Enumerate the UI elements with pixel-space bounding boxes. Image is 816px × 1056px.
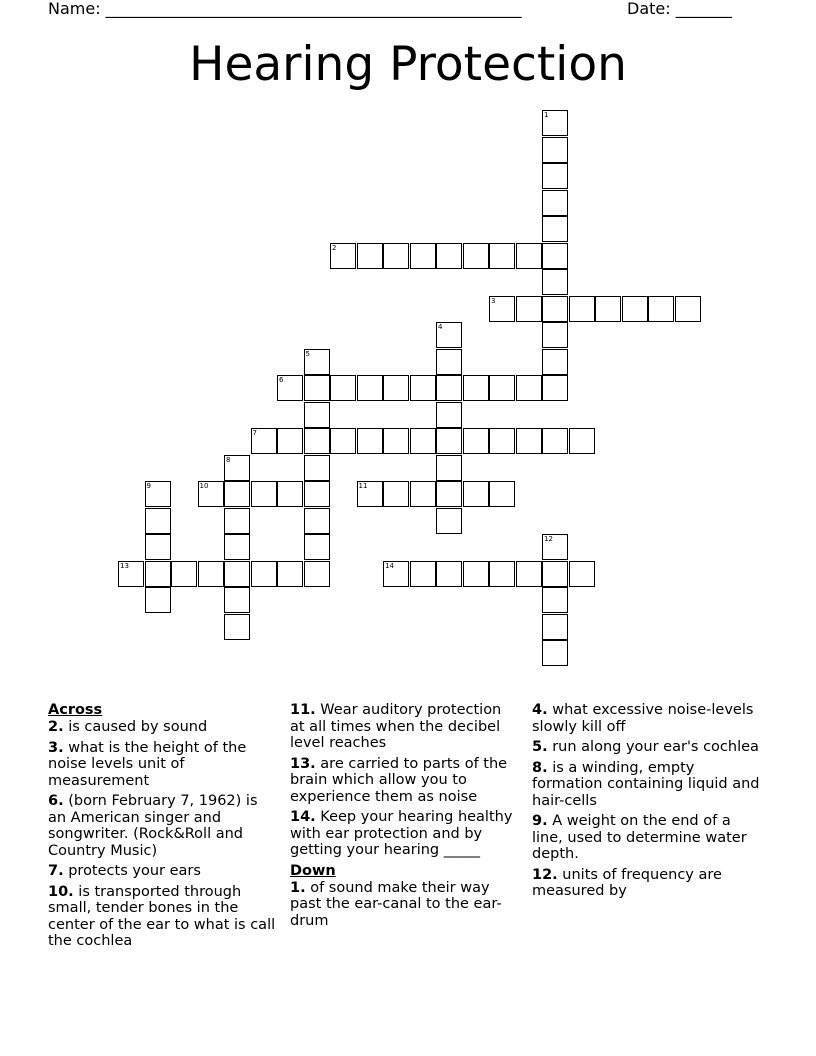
grid-cell[interactable] xyxy=(198,561,224,587)
clue xyxy=(532,702,760,735)
across-heading: Across xyxy=(48,702,103,718)
grid-cell[interactable] xyxy=(224,561,250,587)
grid-cell[interactable] xyxy=(489,375,515,401)
clue xyxy=(48,719,276,736)
grid-cell[interactable] xyxy=(675,296,701,322)
name-line: Name: ____________________________________________________ xyxy=(48,0,522,18)
grid-cell[interactable] xyxy=(251,481,277,507)
grid-cell[interactable] xyxy=(516,428,542,454)
grid-cell[interactable] xyxy=(542,375,568,401)
grid-cell[interactable] xyxy=(410,375,436,401)
cell-number: 13 xyxy=(120,561,129,570)
grid-cell[interactable] xyxy=(410,561,436,587)
cell-number: 11 xyxy=(358,482,368,490)
grid-cell[interactable] xyxy=(463,375,489,401)
grid-cell[interactable] xyxy=(436,349,462,375)
clue xyxy=(290,880,518,930)
grid-cell[interactable] xyxy=(171,561,197,587)
cell-number: 12 xyxy=(544,535,553,543)
grid-cell[interactable] xyxy=(542,322,568,348)
grid-cell[interactable] xyxy=(357,375,383,401)
grid-cell[interactable] xyxy=(436,402,462,428)
clue-column-1 xyxy=(48,702,276,954)
grid-cell[interactable] xyxy=(542,216,568,242)
grid-cell[interactable] xyxy=(542,190,568,216)
cell-number: 2 xyxy=(332,243,337,252)
grid-cell[interactable] xyxy=(436,243,462,269)
grid-cell[interactable] xyxy=(383,428,409,454)
clue-number: 3. xyxy=(48,739,64,756)
grid-cell[interactable] xyxy=(489,481,515,507)
grid-cell[interactable] xyxy=(224,481,250,507)
clue-text: run along your ear's cochlea xyxy=(552,739,759,755)
grid-cell[interactable] xyxy=(542,614,568,640)
clue-text: what excessive noise-levels slowly kill off xyxy=(532,702,754,735)
clue xyxy=(290,809,518,859)
clue xyxy=(48,740,276,790)
clue-text: protects your ears xyxy=(68,863,201,879)
grid-cell[interactable] xyxy=(542,243,568,269)
cell-number: 4 xyxy=(438,323,443,331)
grid-cell[interactable] xyxy=(330,428,356,454)
grid-cell[interactable] xyxy=(145,587,171,613)
grid-cell[interactable] xyxy=(304,455,330,481)
grid-cell[interactable] xyxy=(542,269,568,295)
grid-cell[interactable] xyxy=(489,561,515,587)
grid-cell[interactable] xyxy=(357,428,383,454)
clue xyxy=(48,863,276,880)
clue-number: 8. xyxy=(532,759,548,776)
grid-cell[interactable] xyxy=(595,296,621,322)
grid-cell[interactable] xyxy=(463,243,489,269)
clue-number: 9. xyxy=(532,813,548,829)
grid-cell[interactable] xyxy=(145,508,171,534)
grid-cell[interactable] xyxy=(251,561,277,587)
grid-cell[interactable] xyxy=(304,561,330,587)
grid-cell[interactable] xyxy=(542,428,568,454)
clue-number: 5. xyxy=(532,739,548,755)
grid-cell[interactable] xyxy=(277,375,303,401)
clue xyxy=(532,739,760,756)
grid-cell[interactable] xyxy=(410,481,436,507)
clue-number: 4. xyxy=(532,702,548,718)
clue-number: 7. xyxy=(48,863,64,879)
clue-text: Wear auditory protection at all times when the decibel level reaches xyxy=(290,702,502,751)
grid-cell[interactable] xyxy=(145,534,171,560)
grid-cell[interactable] xyxy=(516,243,542,269)
clue-text: (born February 7, 1962) is an American singer and songwriter. (Rock&Roll and Country Music) xyxy=(48,793,258,859)
grid-cell[interactable] xyxy=(542,137,568,163)
grid-cell[interactable] xyxy=(648,296,674,322)
grid-cell[interactable] xyxy=(436,322,462,348)
grid-cell[interactable] xyxy=(436,375,462,401)
grid-cell[interactable] xyxy=(224,534,250,560)
clue-text: of sound make their way past the ear-canal to the ear-drum xyxy=(290,879,502,929)
grid-cell[interactable] xyxy=(410,243,436,269)
cell-number: 9 xyxy=(146,482,151,490)
clue-text: what is the height of the noise levels unit of measurement xyxy=(48,739,247,789)
grid-cell[interactable] xyxy=(489,243,515,269)
clue-column-3 xyxy=(532,702,760,904)
grid-cell[interactable] xyxy=(330,243,356,269)
grid-cell[interactable] xyxy=(542,561,568,587)
clue-number: 6. xyxy=(48,793,64,809)
grid-cell[interactable] xyxy=(118,561,144,587)
clue-number: 1. xyxy=(290,879,306,896)
grid-cell[interactable] xyxy=(198,481,224,507)
grid-cell[interactable] xyxy=(304,349,330,375)
clue-text: are carried to parts of the brain which allow you to experience them as noise xyxy=(290,755,508,805)
grid-cell[interactable] xyxy=(304,481,330,507)
grid-cell[interactable] xyxy=(463,481,489,507)
grid-cell[interactable] xyxy=(542,110,568,136)
grid-cell[interactable] xyxy=(145,561,171,587)
page-title: Hearing Protection xyxy=(189,37,627,92)
grid-cell[interactable] xyxy=(383,243,409,269)
clue-number: 12. xyxy=(532,866,558,883)
grid-cell[interactable] xyxy=(542,534,568,560)
grid-cell[interactable] xyxy=(410,428,436,454)
grid-cell[interactable] xyxy=(489,428,515,454)
clue xyxy=(532,813,760,863)
clue-text: units of frequency are measured by xyxy=(532,866,722,899)
grid-cell[interactable] xyxy=(489,296,515,322)
cell-number: 3 xyxy=(491,296,496,305)
grid-cell[interactable] xyxy=(145,481,171,507)
grid-cell[interactable] xyxy=(569,561,595,587)
grid-cell[interactable] xyxy=(436,428,462,454)
cell-number: 5 xyxy=(305,349,310,358)
grid-cell[interactable] xyxy=(383,375,409,401)
grid-cell[interactable] xyxy=(277,481,303,507)
clue-text: Keep your hearing healthy with ear protection and by getting your hearing _____ xyxy=(290,809,513,858)
grid-cell[interactable] xyxy=(436,455,462,481)
cell-number: 6 xyxy=(279,376,284,384)
cell-number: 14 xyxy=(385,561,394,570)
cell-number: 7 xyxy=(252,429,257,437)
clue-number: 10. xyxy=(48,883,74,900)
grid-cell[interactable] xyxy=(542,296,568,322)
clue-number: 13. xyxy=(290,755,316,772)
clue-text: is a winding, empty formation containing liquid and hair-cells xyxy=(532,759,760,809)
clue xyxy=(532,760,760,810)
grid-cell[interactable] xyxy=(304,402,330,428)
grid-cell[interactable] xyxy=(622,296,648,322)
grid-cell[interactable] xyxy=(357,243,383,269)
grid-cell[interactable] xyxy=(224,508,250,534)
clue-text: is transported through small, tender bones in the center of the ear to what is call the cochlea xyxy=(48,883,276,949)
grid-cell[interactable] xyxy=(569,428,595,454)
grid-cell[interactable] xyxy=(383,561,409,587)
grid-cell[interactable] xyxy=(277,428,303,454)
grid-cell[interactable] xyxy=(224,614,250,640)
grid-cell[interactable] xyxy=(224,587,250,613)
clue-column-2 xyxy=(290,702,518,933)
clue xyxy=(48,884,276,950)
grid-cell[interactable] xyxy=(463,561,489,587)
grid-cell[interactable] xyxy=(516,561,542,587)
clue xyxy=(290,756,518,806)
clue-number: 14. xyxy=(290,809,316,825)
clue-number: 11. xyxy=(290,702,316,718)
grid-cell[interactable] xyxy=(304,508,330,534)
clue-text: is caused by sound xyxy=(68,719,208,735)
grid-cell[interactable] xyxy=(542,163,568,189)
grid-cell[interactable] xyxy=(357,481,383,507)
down-heading: Down xyxy=(290,862,336,879)
grid-cell[interactable] xyxy=(569,296,595,322)
grid-cell[interactable] xyxy=(463,428,489,454)
cell-number: 10 xyxy=(199,482,209,490)
grid-cell[interactable] xyxy=(436,508,462,534)
grid-cell[interactable] xyxy=(383,481,409,507)
grid-cell[interactable] xyxy=(224,455,250,481)
grid-cell[interactable] xyxy=(542,640,568,666)
grid-cell[interactable] xyxy=(277,561,303,587)
clue xyxy=(532,867,760,900)
clue xyxy=(48,793,276,859)
grid-cell[interactable] xyxy=(251,428,277,454)
grid-cell[interactable] xyxy=(304,375,330,401)
grid-cell[interactable] xyxy=(542,587,568,613)
clue xyxy=(290,702,518,752)
grid-cell[interactable] xyxy=(330,375,356,401)
clue-number: 2. xyxy=(48,719,64,735)
grid-cell[interactable] xyxy=(304,428,330,454)
cell-number: 1 xyxy=(544,111,549,119)
clue-text: A weight on the end of a line, used to determine water depth. xyxy=(532,813,747,862)
date-line: Date: _______ xyxy=(627,0,732,18)
grid-cell[interactable] xyxy=(436,481,462,507)
grid-cell[interactable] xyxy=(304,534,330,560)
cell-number: 8 xyxy=(226,455,231,464)
grid-cell[interactable] xyxy=(516,375,542,401)
grid-cell[interactable] xyxy=(436,561,462,587)
grid-cell[interactable] xyxy=(542,349,568,375)
grid-cell[interactable] xyxy=(516,296,542,322)
